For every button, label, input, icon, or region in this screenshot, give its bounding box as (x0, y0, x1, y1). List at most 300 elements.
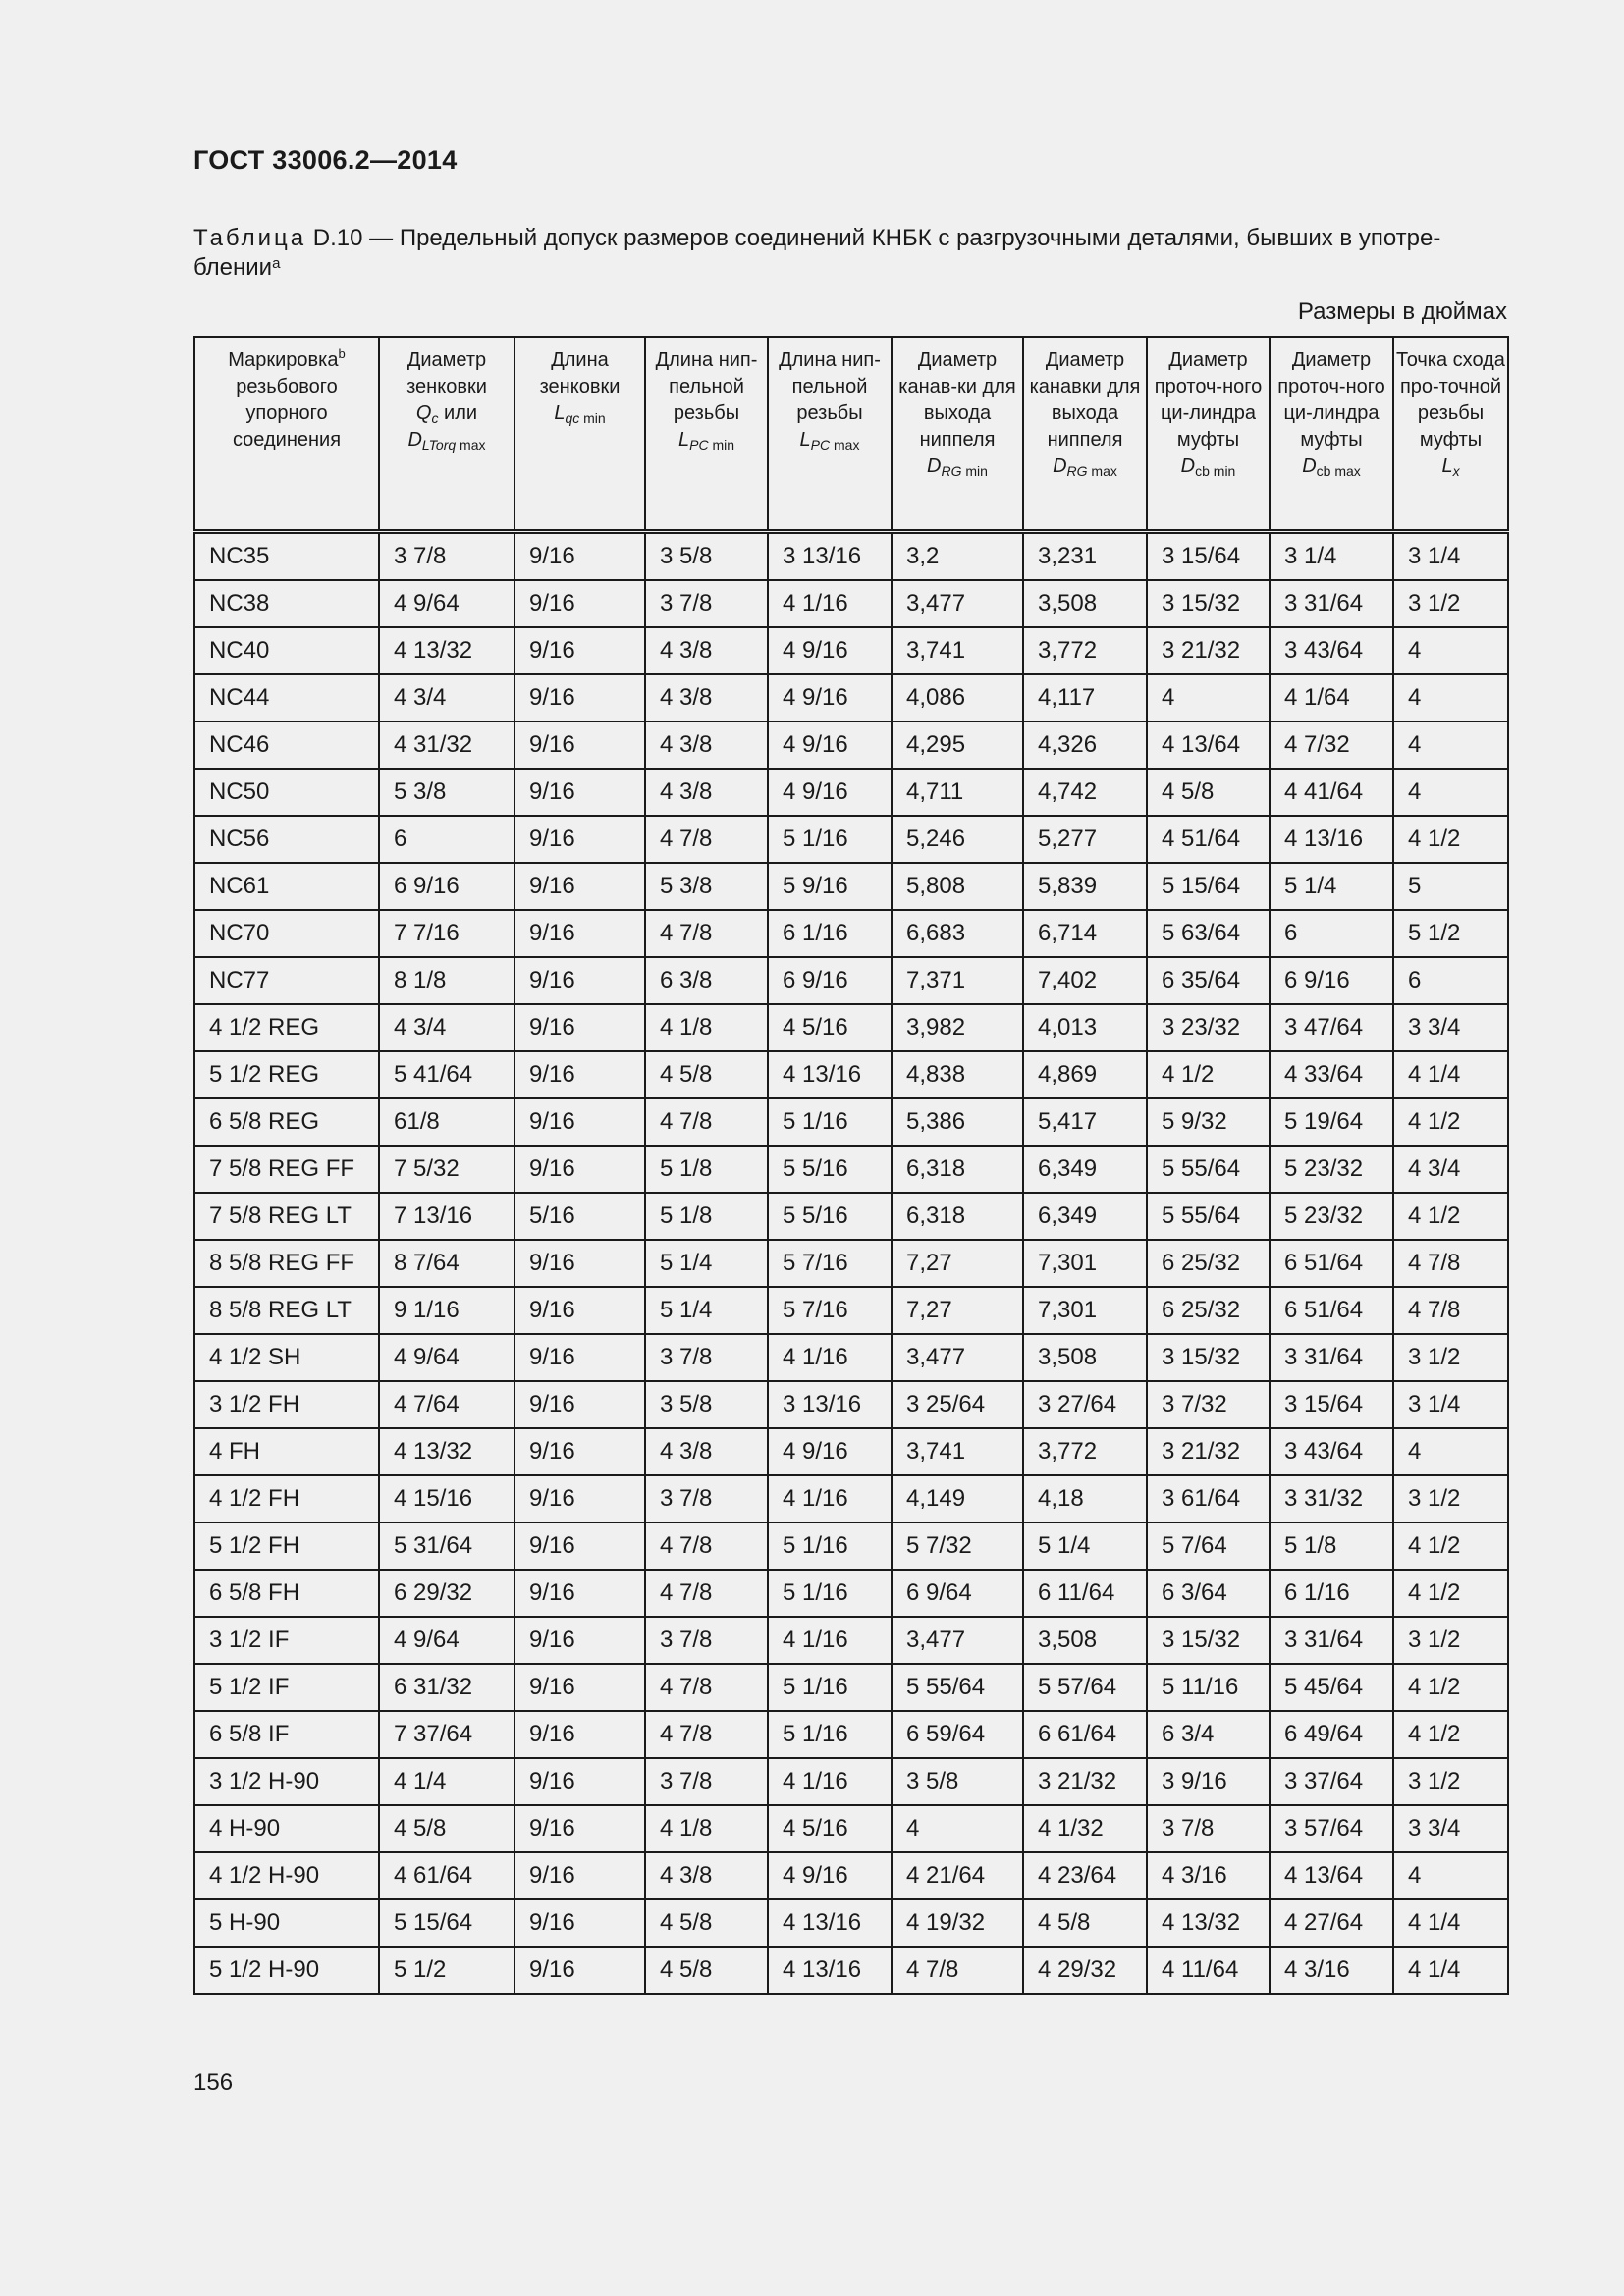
header-counterbore-length (514, 337, 645, 531)
header-text: Диаметр канав-ки для выхода ниппеля (898, 349, 1016, 451)
table-cell: 8 7/64 (379, 1240, 514, 1287)
table-cell: 4 1/4 (379, 1758, 514, 1805)
table-cell: 3,477 (892, 580, 1023, 627)
row-marking-cell: 8 5/8 REG LT (194, 1287, 379, 1334)
table-cell: 4 1/2 (1393, 1193, 1508, 1240)
header-symbol: L (677, 429, 690, 451)
table-cell: 6,683 (892, 910, 1023, 957)
table-cell: 6 9/16 (768, 957, 892, 1004)
row-marking-cell: 5 1/2 FH (194, 1522, 379, 1570)
table-cell: 3 1/4 (1393, 1381, 1508, 1428)
table-cell: 6 11/64 (1023, 1570, 1147, 1617)
header-subscript-2: max (830, 437, 860, 453)
table-cell: 4 5/8 (645, 1899, 768, 1947)
table-cell: 4 3/4 (379, 1004, 514, 1051)
table-cell: 4 3/8 (645, 627, 768, 674)
header-marking (194, 337, 379, 531)
header-box-bore-diameter-max (1270, 337, 1393, 531)
table-cell: 4 (1393, 1428, 1508, 1475)
table-body (194, 531, 1508, 1994)
table-cell: 3 7/8 (645, 580, 768, 627)
row-marking-cell: 8 5/8 REG FF (194, 1240, 379, 1287)
table-cell: 4 (1393, 721, 1508, 769)
table-cell: 3 15/32 (1147, 1334, 1270, 1381)
table-cell: 4 1/8 (645, 1805, 768, 1852)
table-cell: 5 3/8 (379, 769, 514, 816)
header-subscript: c (431, 410, 439, 426)
table-row (194, 1711, 1508, 1758)
table-cell: 6 1/16 (768, 910, 892, 957)
table-cell: 4 13/32 (379, 1428, 514, 1475)
table-cell: 5 1/16 (768, 1098, 892, 1146)
table-cell: 5 23/32 (1270, 1193, 1393, 1240)
table-cell: 4 9/16 (768, 1852, 892, 1899)
header-text: Диаметр проточ-ного ци-линдра муфты (1154, 349, 1263, 451)
page-number: 156 (193, 2069, 234, 2096)
table-row (194, 1570, 1508, 1617)
header-box-bore-diameter-min (1147, 337, 1270, 531)
table-cell: 5 5/16 (768, 1146, 892, 1193)
table-row (194, 863, 1508, 910)
table-cell: 5 1/4 (645, 1287, 768, 1334)
table-cell: 4 (1393, 674, 1508, 721)
row-marking-cell: NC61 (194, 863, 379, 910)
table-cell: 5 63/64 (1147, 910, 1270, 957)
table-cell: 5 11/16 (1147, 1664, 1270, 1711)
table-cell: 4 11/64 (1147, 1947, 1270, 1994)
table-cell: 3 5/8 (645, 531, 768, 580)
table-cell: 3 9/16 (1147, 1758, 1270, 1805)
table-cell: 6 9/16 (1270, 957, 1393, 1004)
table-cell: 5 57/64 (1023, 1664, 1147, 1711)
table-cell: 5 (1393, 863, 1508, 910)
table-cell: 4,326 (1023, 721, 1147, 769)
table-cell: 9/16 (514, 863, 645, 910)
table-cell: 4 19/32 (892, 1899, 1023, 1947)
table-cell: 3 15/32 (1147, 580, 1270, 627)
table-cell: 3,231 (1023, 531, 1147, 580)
header-mid: или (438, 402, 478, 424)
table-cell: 3,741 (892, 627, 1023, 674)
table-cell: 4 29/32 (1023, 1947, 1147, 1994)
table-cell: 4 7/8 (1393, 1287, 1508, 1334)
table-cell: 3 7/32 (1147, 1381, 1270, 1428)
row-marking-cell: 6 5/8 IF (194, 1711, 379, 1758)
row-marking-cell: 4 1/2 H-90 (194, 1852, 379, 1899)
table-cell: 6 25/32 (1147, 1287, 1270, 1334)
table-cell: 5 23/32 (1270, 1146, 1393, 1193)
row-marking-cell: 7 5/8 REG FF (194, 1146, 379, 1193)
table-cell: 6 1/16 (1270, 1570, 1393, 1617)
header-counterbore-diameter (379, 337, 514, 531)
table-row (194, 580, 1508, 627)
table-cell: 5 1/4 (1270, 863, 1393, 910)
table-cell: 6 3/4 (1147, 1711, 1270, 1758)
table-cell: 3 7/8 (645, 1758, 768, 1805)
row-marking-cell: 3 1/2 IF (194, 1617, 379, 1664)
header-symbol: L (799, 429, 811, 451)
table-cell: 6 59/64 (892, 1711, 1023, 1758)
table-cell: 4 23/64 (1023, 1852, 1147, 1899)
table-row (194, 531, 1508, 580)
table-cell: 5 55/64 (892, 1664, 1023, 1711)
table-cell: 4 1/2 (1147, 1051, 1270, 1098)
table-cell: 4 5/8 (379, 1805, 514, 1852)
row-marking-cell: 3 1/2 H-90 (194, 1758, 379, 1805)
table-cell: 9/16 (514, 816, 645, 863)
caption-text: D.10 — Предельный допуск размеров соединений КНБК с разгрузочными деталями, бывших в употре-блении (193, 225, 1441, 281)
table-row (194, 1428, 1508, 1475)
row-marking-cell: NC35 (194, 531, 379, 580)
table-cell: 4 13/16 (768, 1899, 892, 1947)
table-row (194, 1240, 1508, 1287)
table-cell: 5 1/16 (768, 816, 892, 863)
table-row (194, 1664, 1508, 1711)
row-marking-cell: NC77 (194, 957, 379, 1004)
table-caption (193, 224, 1507, 283)
header-subscript: RG (941, 463, 962, 479)
table-cell: 4 7/8 (645, 1570, 768, 1617)
table-cell: 4 41/64 (1270, 769, 1393, 816)
header-symbol: L (1441, 455, 1453, 477)
table-cell: 4 9/16 (768, 1428, 892, 1475)
row-marking-cell: 4 1/2 SH (194, 1334, 379, 1381)
table-cell: 3 3/4 (1393, 1004, 1508, 1051)
table-cell: 4 21/64 (892, 1852, 1023, 1899)
table-cell: 4 13/16 (768, 1051, 892, 1098)
header-marking-text2: резьбового упорного соединения (232, 376, 342, 451)
tolerance-table (193, 336, 1509, 1995)
table-cell: 4 3/16 (1147, 1852, 1270, 1899)
table-row (194, 1004, 1508, 1051)
table-cell: 4 7/8 (645, 1711, 768, 1758)
table-cell: 4 15/16 (379, 1475, 514, 1522)
table-cell: 4 27/64 (1270, 1899, 1393, 1947)
table-cell: 4 9/16 (768, 627, 892, 674)
table-cell: 9/16 (514, 769, 645, 816)
table-cell: 4 1/2 (1393, 1711, 1508, 1758)
table-cell: 4 13/32 (1147, 1899, 1270, 1947)
header-subscript-3: max (456, 437, 486, 453)
table-cell: 5 45/64 (1270, 1664, 1393, 1711)
table-cell: 7,402 (1023, 957, 1147, 1004)
row-marking-cell: 6 5/8 REG (194, 1098, 379, 1146)
table-cell: 3 7/8 (379, 531, 514, 580)
table-cell: 9/16 (514, 1899, 645, 1947)
table-cell: 4 7/8 (1393, 1240, 1508, 1287)
table-cell: 3 25/64 (892, 1381, 1023, 1428)
table-cell: 4 51/64 (1147, 816, 1270, 863)
table-cell: 9/16 (514, 1805, 645, 1852)
table-cell: 4 7/64 (379, 1381, 514, 1428)
table-cell: 3,741 (892, 1428, 1023, 1475)
table-cell: 5,417 (1023, 1098, 1147, 1146)
header-symbol: D (1302, 455, 1317, 477)
table-cell: 6 29/32 (379, 1570, 514, 1617)
header-subscript: cb (1316, 463, 1331, 479)
table-cell: 4 1/2 (1393, 1522, 1508, 1570)
table-cell: 4 61/64 (379, 1852, 514, 1899)
table-cell: 6 (1393, 957, 1508, 1004)
table-cell: 3,982 (892, 1004, 1023, 1051)
table-cell: 5 41/64 (379, 1051, 514, 1098)
table-cell: 3 1/4 (1270, 531, 1393, 580)
header-text: Диаметр проточ-ного ци-линдра муфты (1277, 349, 1385, 451)
table-cell: 4,117 (1023, 674, 1147, 721)
table-cell: 4 7/8 (645, 910, 768, 957)
header-subscript: qc (565, 410, 580, 426)
table-cell: 5,277 (1023, 816, 1147, 863)
table-cell: 4 1/16 (768, 1758, 892, 1805)
header-pin-thread-length-max (768, 337, 892, 531)
table-cell: 5 1/16 (768, 1664, 892, 1711)
table-cell: 7 5/32 (379, 1146, 514, 1193)
table-cell: 5 1/8 (645, 1146, 768, 1193)
table-cell: 4 1/8 (645, 1004, 768, 1051)
row-marking-cell: 6 5/8 FH (194, 1570, 379, 1617)
table-cell: 4 13/64 (1270, 1852, 1393, 1899)
table-cell: 3 15/32 (1147, 1617, 1270, 1664)
table-cell: 6 25/32 (1147, 1240, 1270, 1287)
table-cell: 3 15/64 (1147, 531, 1270, 580)
table-cell: 9 1/16 (379, 1287, 514, 1334)
table-cell: 3 7/8 (645, 1334, 768, 1381)
table-cell: 7 7/16 (379, 910, 514, 957)
table-cell: 3 3/4 (1393, 1805, 1508, 1852)
header-symbol: L (554, 402, 566, 424)
table-cell: 6 51/64 (1270, 1287, 1393, 1334)
table-row (194, 674, 1508, 721)
table-cell: 9/16 (514, 1381, 645, 1428)
table-cell: 4 7/8 (645, 816, 768, 863)
header-subscript: x (1452, 463, 1460, 479)
table-cell: 3 21/32 (1147, 627, 1270, 674)
header-symbol: D (1053, 455, 1067, 477)
table-cell: 5 1/8 (645, 1193, 768, 1240)
table-cell: 5 31/64 (379, 1522, 514, 1570)
table-cell: 3,477 (892, 1334, 1023, 1381)
table-cell: 5 9/16 (768, 863, 892, 910)
table-cell: 4 7/8 (892, 1947, 1023, 1994)
table-cell: 9/16 (514, 674, 645, 721)
table-cell: 4 (1147, 674, 1270, 721)
table-cell: 3 37/64 (1270, 1758, 1393, 1805)
table-cell: 4 5/8 (1147, 769, 1270, 816)
table-cell: 4,711 (892, 769, 1023, 816)
table-cell: 4 3/8 (645, 769, 768, 816)
table-cell: 6,714 (1023, 910, 1147, 957)
row-marking-cell: NC38 (194, 580, 379, 627)
table-cell: 5 1/4 (1023, 1522, 1147, 1570)
table-cell: 3 13/16 (768, 1381, 892, 1428)
table-cell: 4 3/8 (645, 674, 768, 721)
header-relief-groove-diameter-min (892, 337, 1023, 531)
table-cell: 3 31/64 (1270, 1617, 1393, 1664)
table-cell: 5 7/32 (892, 1522, 1023, 1570)
table-cell: 9/16 (514, 1758, 645, 1805)
table-cell: 4 1/4 (1393, 1899, 1508, 1947)
table-cell: 5 1/4 (645, 1240, 768, 1287)
table-cell: 4 3/8 (645, 1428, 768, 1475)
header-subscript: RG (1066, 463, 1088, 479)
table-cell: 4 (892, 1805, 1023, 1852)
table-row (194, 1852, 1508, 1899)
header-text: Длина нип-пельной резьбы (779, 349, 881, 424)
table-cell: 3,2 (892, 531, 1023, 580)
table-cell: 7,371 (892, 957, 1023, 1004)
table-cell: 3 5/8 (645, 1381, 768, 1428)
table-cell: 6 (1270, 910, 1393, 957)
header-relief-groove-diameter-max (1023, 337, 1147, 531)
table-cell: 5 1/16 (768, 1522, 892, 1570)
table-cell: 5 9/32 (1147, 1098, 1270, 1146)
row-marking-cell: 5 1/2 REG (194, 1051, 379, 1098)
table-cell: 4 3/8 (645, 1852, 768, 1899)
table-row (194, 1287, 1508, 1334)
table-cell: 9/16 (514, 1664, 645, 1711)
table-cell: 4 13/64 (1147, 721, 1270, 769)
table-row (194, 1475, 1508, 1522)
caption-note-mark: a (272, 255, 281, 272)
table-cell: 4 3/8 (645, 721, 768, 769)
table-cell: 9/16 (514, 627, 645, 674)
table-cell: 3 1/2 (1393, 1758, 1508, 1805)
table-cell: 5 1/16 (768, 1711, 892, 1758)
header-subscript: PC (810, 437, 831, 453)
table-cell: 5 1/2 (379, 1947, 514, 1994)
table-cell: 3 31/32 (1270, 1475, 1393, 1522)
table-cell: 4,086 (892, 674, 1023, 721)
row-marking-cell: 5 H-90 (194, 1899, 379, 1947)
table-cell: 5 7/64 (1147, 1522, 1270, 1570)
table-row (194, 1805, 1508, 1852)
table-cell: 4 3/4 (379, 674, 514, 721)
row-marking-cell: 7 5/8 REG LT (194, 1193, 379, 1240)
header-subscript: PC (689, 437, 709, 453)
table-row (194, 1146, 1508, 1193)
row-marking-cell: NC56 (194, 816, 379, 863)
table-cell: 4 1/16 (768, 580, 892, 627)
table-cell: 9/16 (514, 957, 645, 1004)
table-cell: 9/16 (514, 1051, 645, 1098)
table-cell: 3 57/64 (1270, 1805, 1393, 1852)
table-cell: 9/16 (514, 1334, 645, 1381)
table-cell: 9/16 (514, 1617, 645, 1664)
header-marking-text: Маркировка (228, 349, 339, 371)
table-cell: 5 5/16 (768, 1193, 892, 1240)
table-cell: 9/16 (514, 1852, 645, 1899)
table-cell: 6 31/32 (379, 1664, 514, 1711)
table-cell: 9/16 (514, 1570, 645, 1617)
table-cell: 7 37/64 (379, 1711, 514, 1758)
table-cell: 6,349 (1023, 1193, 1147, 1240)
table-cell: 4 3/16 (1270, 1947, 1393, 1994)
table-cell: 4 5/16 (768, 1004, 892, 1051)
table-row (194, 816, 1508, 863)
table-cell: 9/16 (514, 1475, 645, 1522)
table-cell: 5 3/8 (645, 863, 768, 910)
table-cell: 5 7/16 (768, 1240, 892, 1287)
row-marking-cell: 5 1/2 H-90 (194, 1947, 379, 1994)
table-cell: 4 (1393, 769, 1508, 816)
table-cell: 6,318 (892, 1146, 1023, 1193)
table-cell: 4 33/64 (1270, 1051, 1393, 1098)
table-cell: 5 15/64 (1147, 863, 1270, 910)
table-cell: 3 1/2 (1393, 580, 1508, 627)
table-cell: 3,772 (1023, 627, 1147, 674)
table-cell: 3 1/2 (1393, 1475, 1508, 1522)
units-note: Размеры в дюймах (1297, 298, 1507, 325)
header-pin-thread-length-min (645, 337, 768, 531)
table-cell: 4 7/8 (645, 1664, 768, 1711)
table-cell: 3 7/8 (645, 1617, 768, 1664)
table-cell: 4 1/4 (1393, 1947, 1508, 1994)
table-cell: 4 1/16 (768, 1617, 892, 1664)
table-cell: 4 9/64 (379, 1617, 514, 1664)
table-cell: 7,301 (1023, 1240, 1147, 1287)
table-cell: 3 31/64 (1270, 1334, 1393, 1381)
table-cell: 6 9/16 (379, 863, 514, 910)
table-cell: 4 1/2 (1393, 1664, 1508, 1711)
row-marking-cell: 4 H-90 (194, 1805, 379, 1852)
header-symbol: D (1180, 455, 1196, 477)
table-row (194, 1381, 1508, 1428)
header-text: Диаметр зенковки (406, 349, 487, 398)
table-cell: 3 27/64 (1023, 1381, 1147, 1428)
table-cell: 4,295 (892, 721, 1023, 769)
table-cell: 5,808 (892, 863, 1023, 910)
row-marking-cell: 4 1/2 FH (194, 1475, 379, 1522)
row-marking-cell: 4 1/2 REG (194, 1004, 379, 1051)
row-marking-cell: NC46 (194, 721, 379, 769)
table-cell: 4 1/16 (768, 1475, 892, 1522)
table-cell: 5 1/2 (1393, 910, 1508, 957)
table-cell: 9/16 (514, 1004, 645, 1051)
table-cell: 4 7/32 (1270, 721, 1393, 769)
table-cell: 3 7/8 (1147, 1805, 1270, 1852)
table-cell: 4 1/2 (1393, 816, 1508, 863)
row-marking-cell: 5 1/2 IF (194, 1664, 379, 1711)
table-cell: 4 7/8 (645, 1098, 768, 1146)
table-row (194, 1098, 1508, 1146)
table-cell: 4 1/16 (768, 1334, 892, 1381)
table-cell: 4,838 (892, 1051, 1023, 1098)
header-subscript: cb (1195, 463, 1210, 479)
table-row (194, 1522, 1508, 1570)
table-cell: 4 5/8 (645, 1051, 768, 1098)
table-cell: 4 (1393, 627, 1508, 674)
table-cell: 3 61/64 (1147, 1475, 1270, 1522)
table-cell: 5 15/64 (379, 1899, 514, 1947)
table-row (194, 721, 1508, 769)
row-marking-cell: 4 FH (194, 1428, 379, 1475)
table-row (194, 957, 1508, 1004)
table-cell: 3 1/2 (1393, 1617, 1508, 1664)
header-symbol: Q (415, 402, 432, 424)
table-cell: 5 7/16 (768, 1287, 892, 1334)
table-cell: 3 21/32 (1147, 1428, 1270, 1475)
table-cell: 3 1/2 (1393, 1334, 1508, 1381)
table-row (194, 910, 1508, 957)
table-cell: 6 61/64 (1023, 1711, 1147, 1758)
table-cell: 4 1/2 (1393, 1570, 1508, 1617)
table-cell: 9/16 (514, 721, 645, 769)
table-cell: 6 49/64 (1270, 1711, 1393, 1758)
table-cell: 4 13/16 (1270, 816, 1393, 863)
table-cell: 3 43/64 (1270, 1428, 1393, 1475)
table-cell: 9/16 (514, 1947, 645, 1994)
table-cell: 3 15/64 (1270, 1381, 1393, 1428)
